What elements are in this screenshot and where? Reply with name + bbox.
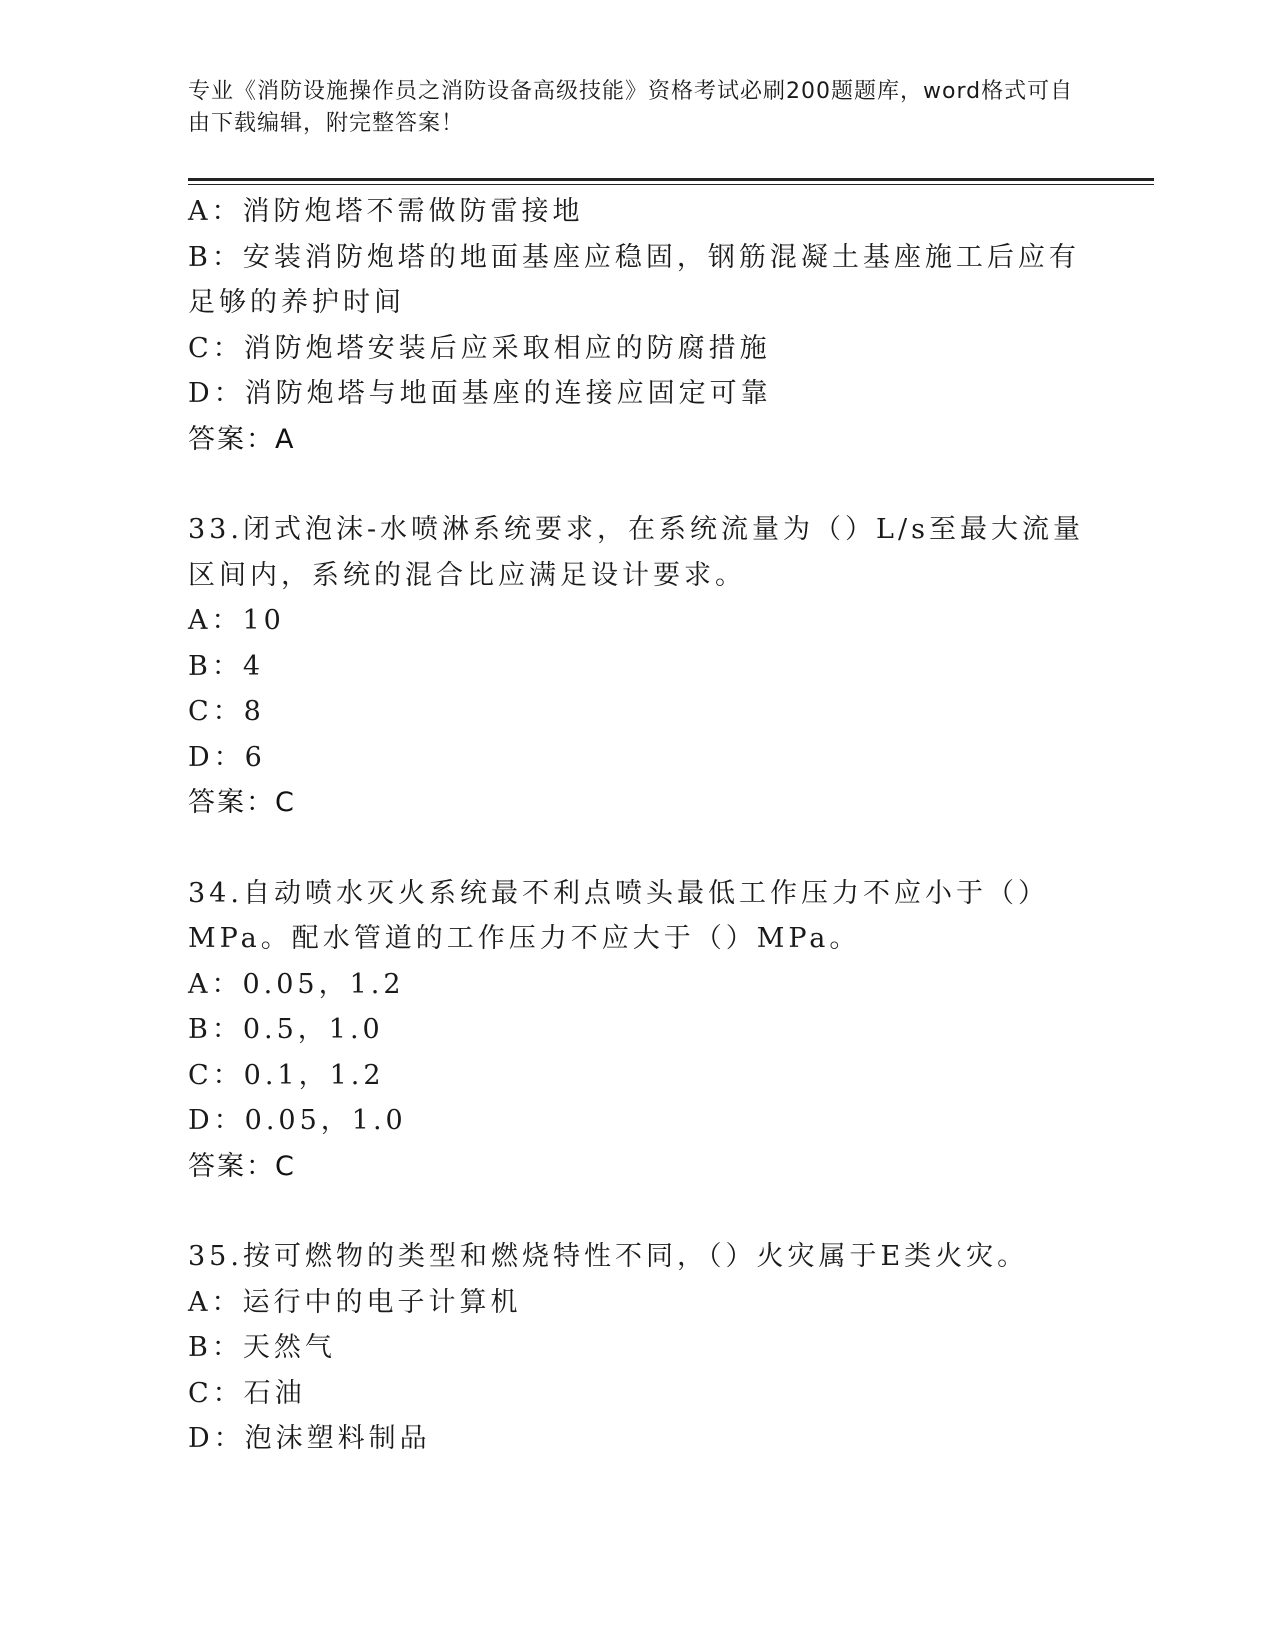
question-block-32 — [188, 189, 1088, 462]
document-header: 专业《消防设施操作员之消防设备高级技能》资格考试必刷200题题库，word格式可自由下载编辑，附完整答案！ — [188, 79, 1074, 136]
answer-label: 答案：A — [188, 423, 296, 455]
option-d: D：消防炮塔与地面基座的连接应固定可靠 — [188, 378, 772, 409]
option-c: C：0.1，1.2 — [188, 1059, 385, 1091]
question-block-35 — [188, 1234, 1088, 1462]
question-stem: 34.自动喷水灭火系统最不利点喷头最低工作压力不应小于（）MPa。配水管道的工作压力不应大于（）MPa。 — [188, 877, 1049, 954]
option-d: D：泡沫塑料制品 — [188, 1423, 431, 1454]
option-d: D：6 — [188, 741, 266, 773]
option-c: C：消防炮塔安装后应采取相应的防腐措施 — [188, 332, 771, 364]
option-b: B：安装消防炮塔的地面基座应稳固，钢筋混凝土基座施工后应有足够的养护时间 — [188, 241, 1080, 318]
option-b: B：4 — [188, 650, 265, 682]
option-d: D：0.05，1.0 — [188, 1105, 407, 1136]
option-b: B：天然气 — [188, 1332, 336, 1363]
option-b: B：0.5，1.0 — [188, 1014, 384, 1045]
question-block-33 — [188, 507, 1088, 826]
spacer — [188, 826, 1088, 871]
question-list — [188, 189, 1088, 1462]
spacer — [188, 462, 1088, 507]
option-c: C：石油 — [188, 1377, 306, 1409]
answer-label: 答案：C — [188, 1150, 296, 1182]
option-a: A：10 — [188, 605, 285, 636]
spacer — [188, 1189, 1088, 1234]
question-block-34 — [188, 871, 1088, 1190]
question-stem: 35.按可燃物的类型和燃烧特性不同，（）火灾属于E类火灾。 — [188, 1241, 1029, 1272]
option-a: A：消防炮塔不需做防雷接地 — [188, 196, 584, 227]
question-stem: 33.闭式泡沫-水喷淋系统要求，在系统流量为（）L/s至最大流量区间内，系统的混合比应满足设计要求。 — [188, 514, 1084, 591]
option-a: A：运行中的电子计算机 — [188, 1286, 522, 1318]
option-c: C：8 — [188, 696, 265, 727]
option-a: A：0.05，1.2 — [188, 968, 405, 1000]
answer-label: 答案：C — [188, 787, 296, 818]
header-divider-thin — [188, 184, 1154, 185]
header-divider — [188, 178, 1154, 181]
